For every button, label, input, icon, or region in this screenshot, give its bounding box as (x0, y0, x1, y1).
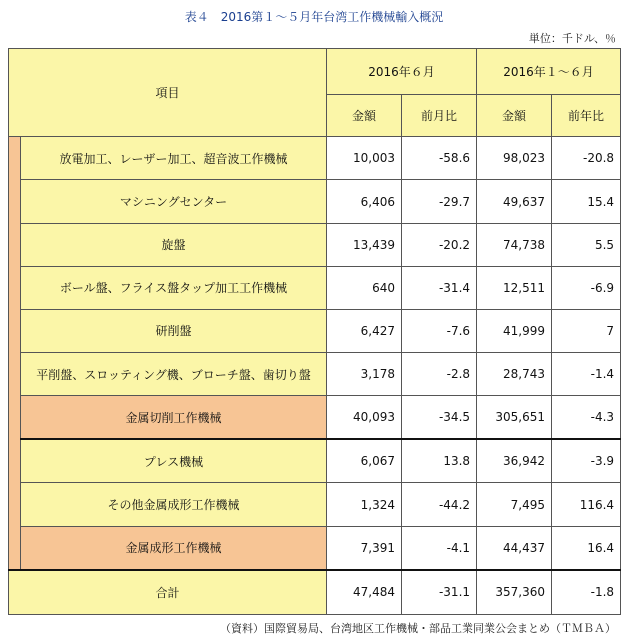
row-label: 金属成形工作機械 (21, 526, 327, 570)
row-label: ボール盤、フライス盤タップ加工工作機械 (21, 266, 327, 309)
cell-cum-amount: 7,495 (477, 483, 552, 526)
table-row (9, 180, 621, 223)
row-label: 合計 (9, 570, 327, 615)
cell-month-amount: 6,067 (327, 439, 402, 483)
table-title: 表４ 2016第１～５月年台湾工作機械輸入概況 (184, 10, 444, 24)
table-row (9, 223, 621, 266)
cell-cum-ratio: -6.9 (552, 266, 621, 309)
cell-month-amount: 1,324 (327, 483, 402, 526)
cell-cum-ratio: 15.4 (552, 180, 621, 223)
row-label: 平削盤、スロッティング機、ブローチ盤、歯切り盤 (21, 353, 327, 396)
table-row (9, 483, 621, 526)
cell-cum-amount: 41,999 (477, 309, 552, 352)
cell-month-ratio: -2.8 (402, 353, 477, 396)
table-row (9, 266, 621, 309)
cell-month-ratio: -44.2 (402, 483, 477, 526)
cell-cum-amount: 74,738 (477, 223, 552, 266)
header-period-month: 2016年６月 (327, 49, 477, 95)
row-label: マシニングセンター (21, 180, 327, 223)
row-label: 研削盤 (21, 309, 327, 352)
header-item: 項目 (9, 49, 327, 137)
cell-month-ratio: -4.1 (402, 526, 477, 570)
table-row (9, 309, 621, 352)
cell-month-ratio: -34.5 (402, 396, 477, 440)
cell-month-amount: 10,003 (327, 137, 402, 180)
header-mom: 前月比 (402, 95, 477, 137)
cell-month-amount: 13,439 (327, 223, 402, 266)
cell-cum-ratio: 5.5 (552, 223, 621, 266)
cell-cum-amount: 36,942 (477, 439, 552, 483)
cell-month-amount: 6,406 (327, 180, 402, 223)
row-label: プレス機械 (21, 439, 327, 483)
cell-month-amount: 3,178 (327, 353, 402, 396)
source-note: （資料）国際貿易局、台湾地区工作機械・部品工業同業公会まとめ（ＴＭＢＡ） (220, 622, 616, 635)
group-band-forming (9, 439, 21, 569)
cell-month-amount: 640 (327, 266, 402, 309)
subtotal-row-cutting (9, 396, 621, 440)
row-label: 旋盤 (21, 223, 327, 266)
row-label: 放電加工、レーザー加工、超音波工作機械 (21, 137, 327, 180)
cell-month-amount: 40,093 (327, 396, 402, 440)
cell-cum-amount: 28,743 (477, 353, 552, 396)
cell-month-ratio: 13.8 (402, 439, 477, 483)
group-band-cutting (9, 137, 21, 440)
total-row (9, 570, 621, 615)
cell-cum-ratio: -20.8 (552, 137, 621, 180)
import-table (8, 48, 621, 615)
cell-cum-ratio: -1.8 (552, 570, 621, 615)
cell-month-ratio: -58.6 (402, 137, 477, 180)
unit-note: 単位：千ドル、％ (528, 32, 616, 45)
cell-cum-amount: 44,437 (477, 526, 552, 570)
row-label: 金属切削工作機械 (21, 396, 327, 440)
table-row (9, 137, 621, 180)
cell-month-ratio: -31.1 (402, 570, 477, 615)
cell-month-ratio: -7.6 (402, 309, 477, 352)
cell-cum-amount: 357,360 (477, 570, 552, 615)
cell-month-ratio: -31.4 (402, 266, 477, 309)
header-row-periods (9, 49, 621, 95)
table-row (9, 353, 621, 396)
cell-cum-amount: 49,637 (477, 180, 552, 223)
cell-cum-ratio: -3.9 (552, 439, 621, 483)
cell-cum-ratio: -4.3 (552, 396, 621, 440)
table-row (9, 439, 621, 483)
cell-month-ratio: -29.7 (402, 180, 477, 223)
subtotal-row-forming (9, 526, 621, 570)
header-amount-cumulative: 金額 (477, 95, 552, 137)
cell-month-amount: 47,484 (327, 570, 402, 615)
row-label: その他金属成形工作機械 (21, 483, 327, 526)
cell-cum-ratio: 16.4 (552, 526, 621, 570)
header-amount-month: 金額 (327, 95, 402, 137)
cell-cum-ratio: -1.4 (552, 353, 621, 396)
cell-cum-amount: 98,023 (477, 137, 552, 180)
header-yoy: 前年比 (552, 95, 621, 137)
cell-cum-ratio: 116.4 (552, 483, 621, 526)
cell-month-amount: 7,391 (327, 526, 402, 570)
cell-month-amount: 6,427 (327, 309, 402, 352)
cell-cum-amount: 305,651 (477, 396, 552, 440)
cell-cum-amount: 12,511 (477, 266, 552, 309)
cell-cum-ratio: 7 (552, 309, 621, 352)
cell-month-ratio: -20.2 (402, 223, 477, 266)
header-period-cumulative: 2016年１～６月 (477, 49, 621, 95)
